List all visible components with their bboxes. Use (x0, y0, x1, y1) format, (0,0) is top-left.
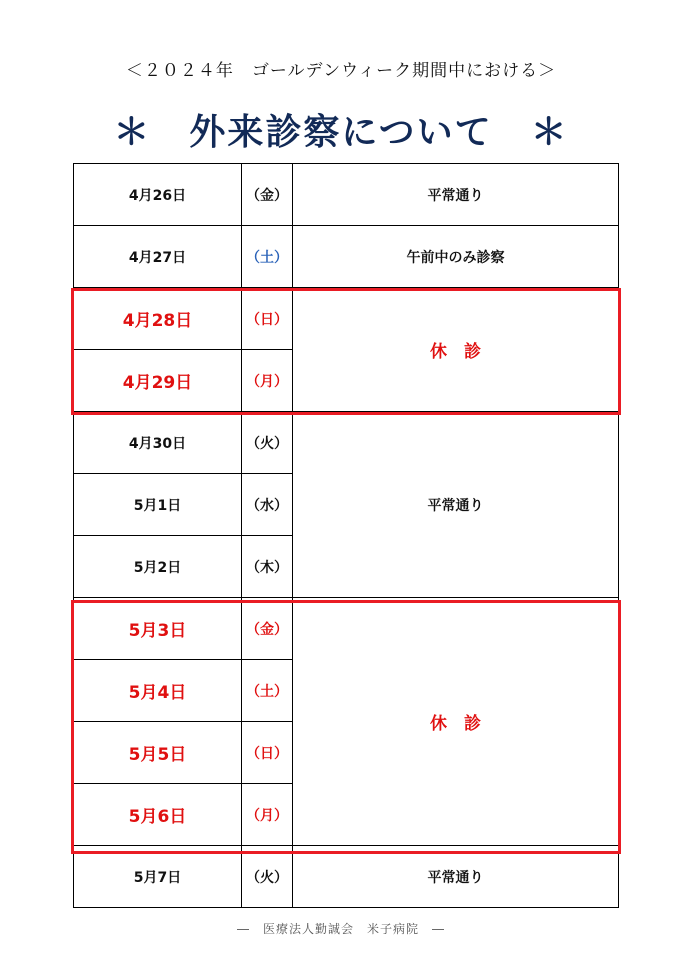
weekday-cell: （金） (242, 164, 293, 226)
date-cell: 5月7日 (74, 846, 242, 908)
weekday-cell: （月） (242, 350, 293, 412)
weekday-cell: （日） (242, 288, 293, 350)
weekday-cell: （火） (242, 412, 293, 474)
table-row (74, 412, 619, 474)
weekday-cell: （木） (242, 536, 293, 598)
closed-status-cell: 休 診 (293, 598, 619, 846)
date-cell: 5月6日 (74, 784, 242, 846)
weekday-cell: （水） (242, 474, 293, 536)
date-cell: 4月29日 (74, 350, 242, 412)
weekday-cell: （土） (242, 226, 293, 288)
weekday-cell: （火） (242, 846, 293, 908)
weekday-cell: （土） (242, 660, 293, 722)
weekday-cell: （金） (242, 598, 293, 660)
closed-status-cell: 休 診 (293, 288, 619, 412)
hospital-footer: ― 医療法人勤誠会 米子病院 ― (236, 922, 445, 936)
weekday-cell: （日） (242, 722, 293, 784)
date-cell: 4月30日 (74, 412, 242, 474)
date-cell: 4月27日 (74, 226, 242, 288)
schedule-table (73, 163, 619, 908)
table-row (74, 226, 619, 288)
status-cell: 平常通り (293, 846, 619, 908)
weekday-cell: （月） (242, 784, 293, 846)
page-title: ＊ 外来診察について ＊ (113, 112, 569, 153)
date-cell: 5月3日 (74, 598, 242, 660)
table-row (74, 288, 619, 350)
table-row (74, 164, 619, 226)
date-cell: 4月26日 (74, 164, 242, 226)
table-row (74, 598, 619, 660)
status-cell: 平常通り (293, 164, 619, 226)
status-cell: 平常通り (293, 412, 619, 598)
date-cell: 4月28日 (74, 288, 242, 350)
date-cell: 5月1日 (74, 474, 242, 536)
table-row (74, 846, 619, 908)
date-cell: 5月2日 (74, 536, 242, 598)
date-cell: 5月5日 (74, 722, 242, 784)
date-cell: 5月4日 (74, 660, 242, 722)
status-cell: 午前中のみ診察 (293, 226, 619, 288)
page-subtitle: ＜２０２４年 ゴールデンウィーク期間中における＞ (125, 61, 557, 81)
